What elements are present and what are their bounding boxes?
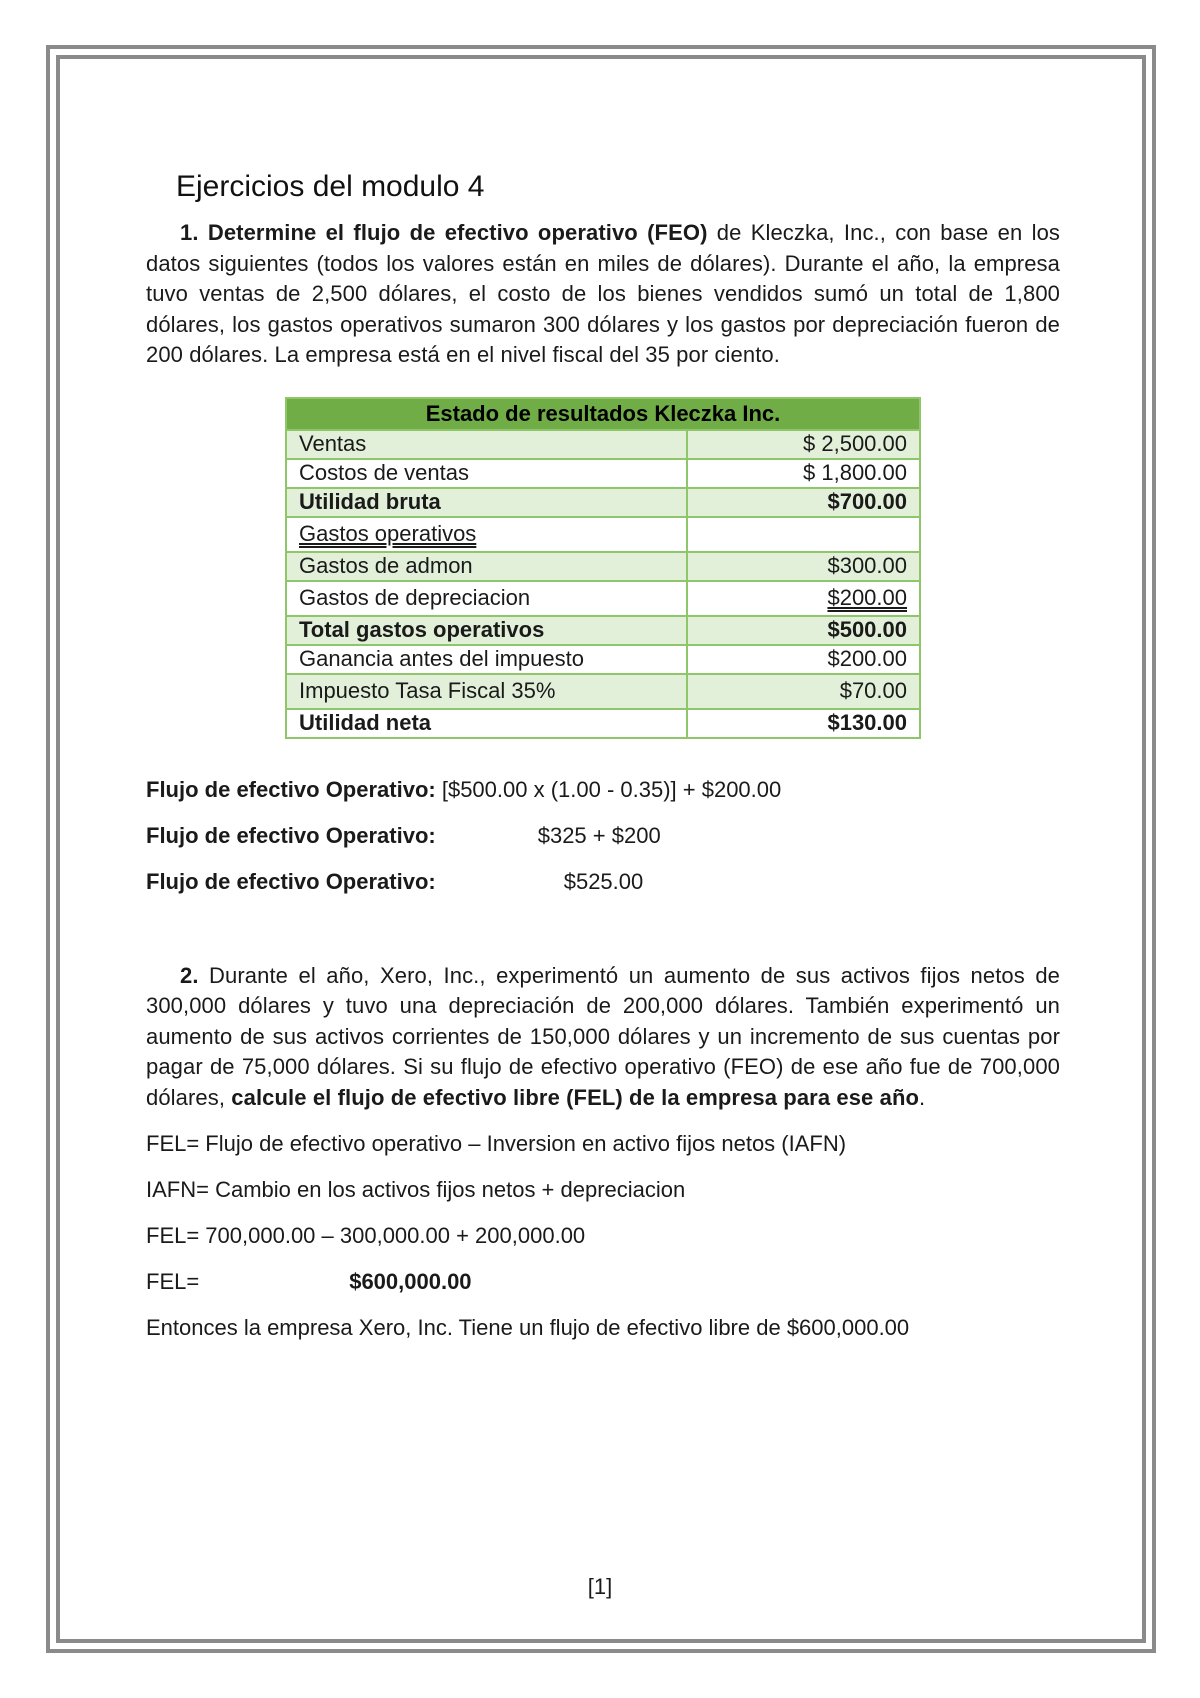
row-label: Impuesto Tasa Fiscal 35%: [286, 674, 687, 709]
row-label: Ventas: [286, 430, 687, 459]
question-2: [146, 961, 1060, 1114]
row-value: [687, 581, 920, 616]
question-1: [146, 218, 1060, 371]
row-label: Ganancia antes del impuesto: [286, 645, 687, 674]
question-1-text: de Kleczka, Inc., con base en los datos siguientes (todos los valores están en miles de dólares). Durante el año, la empresa tuvo ventas de 2,500 dólares, el costo de los bienes vendidos sumó un total de 1,800 dólares, los gastos operativos sumaron 300 dólares y los gastos por depreciación fueron de 200 dólares. La empresa está en el nivel fiscal del 35 por ciento.: [146, 220, 1060, 367]
table-row: [286, 616, 920, 645]
iafn-formula: IAFN= Cambio en los activos fijos netos + depreciacion: [146, 1177, 686, 1202]
table-row: [286, 430, 920, 459]
underlined-value: $200.00: [827, 585, 907, 610]
feo-line-3: [146, 867, 1060, 897]
row-label: [286, 517, 687, 552]
feo-formula: [$500.00 x (1.00 - 0.35)] + $200.00: [441, 776, 782, 802]
table-row: [286, 581, 920, 616]
table-row: [286, 674, 920, 709]
table-row: [286, 488, 920, 517]
page-number: [1]: [587, 1574, 613, 1599]
question-1-lead: Determine el flujo de efectivo operativo (FEO): [207, 220, 708, 245]
fel-calculation: FEL= 700,000.00 – 300,000.00 + 200,000.00: [146, 1223, 586, 1248]
table-row: [286, 459, 920, 488]
feo-result: $525.00: [563, 868, 644, 894]
conclusion: Entonces la empresa Xero, Inc. Tiene un flujo de efectivo libre de $600,000.00: [146, 1315, 910, 1340]
row-value: $700.00: [687, 488, 920, 517]
row-label: Gastos de depreciacion: [286, 581, 687, 616]
feo-line-1: [146, 775, 1060, 805]
question-1-number: 1.: [180, 220, 199, 245]
row-value: $200.00: [687, 645, 920, 674]
fel-result-value: $600,000.00: [349, 1269, 472, 1294]
row-value: $70.00: [687, 674, 920, 709]
income-statement-table: [285, 397, 921, 739]
page-title: Ejercicios del modulo 4: [176, 170, 485, 203]
fel-formula: FEL= Flujo de efectivo operativo – Inversion en activo fijos netos (IAFN): [146, 1131, 847, 1156]
fel-result-label: FEL=: [146, 1269, 200, 1294]
row-value: $ 2,500.00: [687, 430, 920, 459]
row-label: Total gastos operativos: [286, 616, 687, 645]
table-row: [286, 645, 920, 674]
question-2-text: Durante el año, Xero, Inc., experimentó un aumento de sus activos fijos netos de 300,000 dólares y tuvo una depreciación de 200,000 dólares. También experimentó un aumento de sus activos corrientes de 150,000 dólares y un incremento de sus cuentas por pagar de 75,000 dólares. Si su flujo de efectivo operativo (FEO) de ese año fue de 700,000 dólares,: [146, 962, 1060, 1110]
row-label: Utilidad neta: [286, 709, 687, 738]
row-label: Costos de ventas: [286, 459, 687, 488]
row-value: $500.00: [687, 616, 920, 645]
row-label: Gastos de admon: [286, 552, 687, 581]
feo-label: Flujo de efectivo Operativo:: [146, 776, 436, 802]
row-value: [687, 517, 920, 552]
row-value: $300.00: [687, 552, 920, 581]
feo-label: Flujo de efectivo Operativo:: [146, 822, 436, 848]
feo-partial: $325 + $200: [537, 822, 661, 848]
row-value: $130.00: [687, 709, 920, 738]
question-2-end: .: [919, 1084, 926, 1110]
table-row: [286, 517, 920, 552]
feo-line-2: [146, 821, 1060, 851]
row-label: Utilidad bruta: [286, 488, 687, 517]
question-2-number: 2.: [180, 962, 199, 988]
question-2-bold: calcule el flujo de efectivo libre (FEL) de la empresa para ese año: [231, 1084, 920, 1110]
table-header: Estado de resultados Kleczka Inc.: [286, 398, 920, 430]
row-value: $ 1,800.00: [687, 459, 920, 488]
section-label: Gastos operativos: [299, 521, 477, 546]
feo-label: Flujo de efectivo Operativo:: [146, 868, 436, 894]
document-body: [146, 168, 1060, 1343]
fel-result: [146, 1267, 1060, 1297]
table-row: [286, 552, 920, 581]
table-row: [286, 709, 920, 738]
